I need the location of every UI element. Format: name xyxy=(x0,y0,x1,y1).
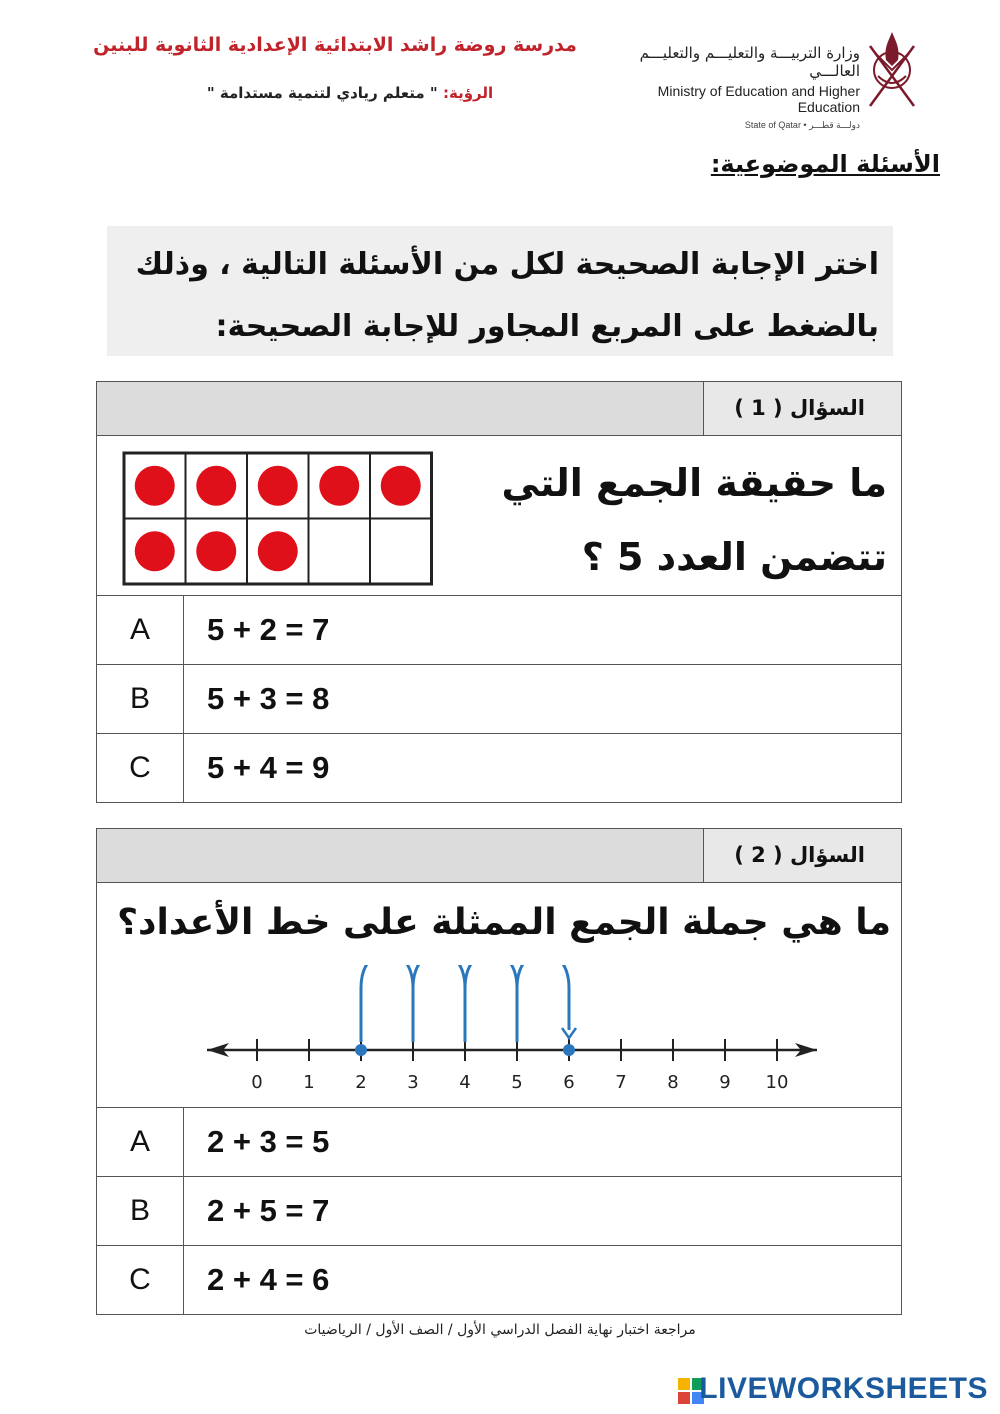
counter-dot xyxy=(196,466,236,506)
brand-name: LIVEWORKSHEETS xyxy=(699,1372,988,1405)
question-2-options xyxy=(97,1108,901,1314)
question-1-label: السؤال ( 1 ) xyxy=(703,382,901,435)
option-equation: 2 + 4 = 6 xyxy=(207,1262,330,1297)
option-letter[interactable]: C xyxy=(97,1246,184,1314)
option-c[interactable] xyxy=(97,1246,901,1314)
instructions-line-2: بالضغط على المربع المجاور للإجابة الصحيحة: xyxy=(215,309,879,344)
question-1-text-line-1: ما حقيقة الجمع التي xyxy=(501,461,887,505)
option-equation: 2 + 5 = 7 xyxy=(207,1193,330,1228)
tick-label: 9 xyxy=(719,1072,731,1093)
question-2-text: ما هي جملة الجمع الممثلة على خط الأعداد؟ xyxy=(117,902,891,943)
ministry-arabic: وزارة التربيـــة والتعليـــم والتعليـــم العالـــي xyxy=(639,44,860,80)
option-letter[interactable]: A xyxy=(97,596,184,664)
hop-arc xyxy=(413,965,465,1042)
counter-dot xyxy=(135,466,175,506)
number-line xyxy=(207,965,827,1095)
tick-label: 2 xyxy=(355,1072,367,1093)
end-point xyxy=(563,1044,575,1056)
option-equation: 2 + 3 = 5 xyxy=(207,1124,330,1159)
counter-dot xyxy=(135,531,175,571)
ministry-block xyxy=(610,44,860,131)
ministry-english: Ministry of Education and Higher Education xyxy=(657,83,860,115)
counter-dot xyxy=(258,466,298,506)
footer-text: مراجعة اختبار نهاية الفصل الدراسي الأول / الصف الأول / الرياضيات xyxy=(304,1322,696,1338)
qatar-emblem-icon xyxy=(862,26,922,112)
question-1-text-line-2: تتضمن العدد 5 ؟ xyxy=(581,535,887,579)
instructions-line-1: اختر الإجابة الصحيحة لكل من الأسئلة التالية ، وذلك xyxy=(135,247,879,282)
section-title: الأسئلة الموضوعية: xyxy=(710,150,940,178)
question-1-options xyxy=(97,596,901,802)
tick-label: 5 xyxy=(511,1072,523,1093)
vision-label: الرؤية: xyxy=(442,84,494,102)
tick-label: 6 xyxy=(563,1072,575,1093)
tick-label: 4 xyxy=(459,1072,471,1093)
question-2-header xyxy=(97,829,901,883)
school-vision xyxy=(190,84,510,102)
question-1 xyxy=(96,381,902,803)
option-letter[interactable]: B xyxy=(97,1177,184,1245)
option-letter[interactable]: B xyxy=(97,665,184,733)
vision-text: " متعلم ريادي لتنمية مستدامة " xyxy=(206,84,438,102)
ten-frame xyxy=(122,451,434,589)
option-equation: 5 + 4 = 9 xyxy=(207,750,330,785)
start-point xyxy=(355,1044,367,1056)
tick-label: 1 xyxy=(303,1072,315,1093)
option-letter[interactable]: C xyxy=(97,734,184,802)
question-1-body xyxy=(97,436,901,596)
tick-label: 0 xyxy=(251,1072,263,1093)
hop-arc xyxy=(465,965,517,1042)
hop-arc xyxy=(361,965,413,1042)
option-letter[interactable]: A xyxy=(97,1108,184,1176)
counter-dot xyxy=(196,531,236,571)
counter-dot xyxy=(319,466,359,506)
instructions-box xyxy=(107,226,893,356)
option-a[interactable] xyxy=(97,1108,901,1177)
counter-dot xyxy=(381,466,421,506)
ten-frame-cell xyxy=(370,519,432,585)
question-2-body xyxy=(97,883,901,1108)
option-c[interactable] xyxy=(97,734,901,802)
school-name: مدرسة روضة راشد الابتدائية الإعدادية الثانوية للبنين xyxy=(93,34,577,56)
option-equation: 5 + 3 = 8 xyxy=(207,681,330,716)
tick-label: 3 xyxy=(407,1072,419,1093)
option-a[interactable] xyxy=(97,596,901,665)
ten-frame-cell xyxy=(309,519,371,585)
question-2-label: السؤال ( 2 ) xyxy=(703,829,901,882)
option-b[interactable] xyxy=(97,1177,901,1246)
state-of-qatar: State of Qatar • دولـــة قطـــر xyxy=(744,120,860,130)
hop-arc xyxy=(517,965,569,1042)
tick-label: 10 xyxy=(765,1072,789,1093)
tick-label: 7 xyxy=(615,1072,627,1093)
counter-dot xyxy=(258,531,298,571)
question-2 xyxy=(96,828,902,1315)
question-1-header xyxy=(97,382,901,436)
option-equation: 5 + 2 = 7 xyxy=(207,612,330,647)
tick-label: 8 xyxy=(667,1072,679,1093)
option-b[interactable] xyxy=(97,665,901,734)
